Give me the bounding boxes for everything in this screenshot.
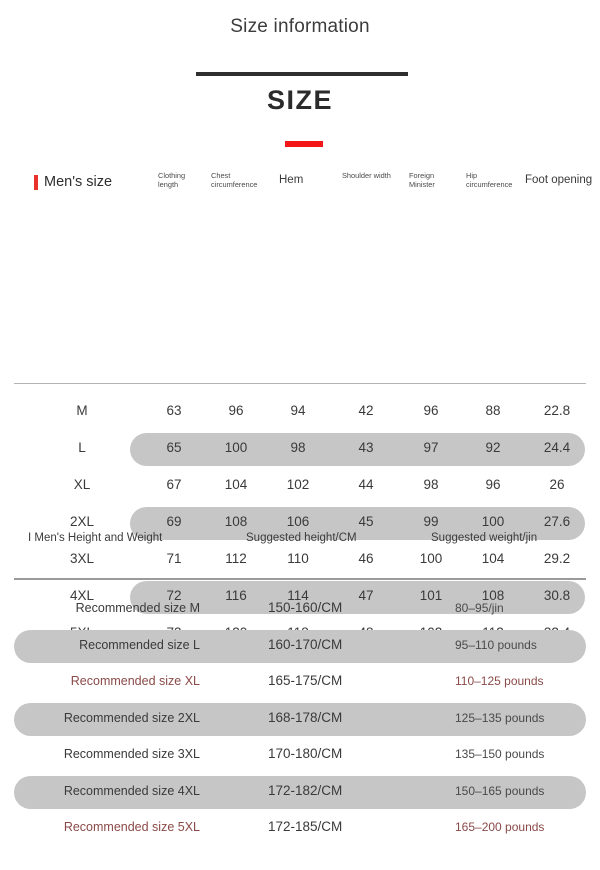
table-cell: 106 xyxy=(286,514,310,529)
size-table-header-divider xyxy=(14,383,586,384)
table-cell: 46 xyxy=(358,551,374,566)
column-header-hip-circumference: Hip circumference xyxy=(466,171,513,189)
banner-heading: SIZE xyxy=(266,85,333,115)
page-title: Size information xyxy=(230,16,370,37)
table-cell: 88 xyxy=(485,403,501,418)
table-cell: 65 xyxy=(166,440,182,455)
suggested-height-value: 168-178/CM xyxy=(268,709,343,725)
suggested-height-value: 160-170/CM xyxy=(268,636,343,652)
column-header-suggested-weight: Suggested weight/jin xyxy=(431,532,538,544)
recommended-size-label: Recommended size XL xyxy=(70,674,200,688)
table-cell: 30.8 xyxy=(543,588,571,603)
recommended-size-label: Recommended size 2XL xyxy=(63,710,200,725)
table-cell: 96 xyxy=(423,403,439,418)
row-size-label: 2XL xyxy=(69,514,95,529)
table-cell: 100 xyxy=(419,551,443,566)
row-size-label: L xyxy=(78,440,86,455)
suggested-weight-value: 125–135 pounds xyxy=(455,710,545,725)
list-item xyxy=(0,811,600,848)
table-cell: 29.2 xyxy=(543,551,571,566)
table-cell: 69 xyxy=(166,514,182,529)
suggested-weight-value: 80–95/jin xyxy=(455,601,504,615)
suggested-height-value: 170-180/CM xyxy=(268,746,343,761)
table-cell: 108 xyxy=(481,588,505,603)
list-item xyxy=(0,629,600,666)
table-cell: 72 xyxy=(166,588,182,603)
suggested-weight-value: 110–125 pounds xyxy=(455,674,544,688)
table-cell: 112 xyxy=(225,551,247,566)
size-table-header xyxy=(0,172,600,212)
recommended-size-label: Recommended size L xyxy=(79,637,200,652)
table-cell: 92 xyxy=(485,440,501,455)
suggested-weight-value: 150–165 pounds xyxy=(455,783,545,798)
recommended-size-label: Recommended size M xyxy=(75,601,200,615)
table-cell: 24.4 xyxy=(543,440,571,455)
row-size-label: 4XL xyxy=(69,588,95,603)
recommended-size-label: Recommended size 5XL xyxy=(63,820,200,834)
list-item xyxy=(0,702,600,739)
table-cell: 47 xyxy=(358,588,374,603)
suggested-height-value: 172-182/CM xyxy=(268,782,343,798)
suggested-height-value: 172-185/CM xyxy=(268,819,343,834)
column-header-suggested-height: Suggested height/CM xyxy=(246,532,357,544)
table-cell: 94 xyxy=(290,403,306,418)
list-item xyxy=(0,775,600,812)
table-row xyxy=(0,431,600,468)
column-header-shoulder-width: Shoulder width xyxy=(342,171,391,180)
fit-table-header-divider xyxy=(14,578,586,580)
list-item xyxy=(0,592,600,629)
table-cell: 99 xyxy=(423,514,439,529)
suggested-weight-value: 165–200 pounds xyxy=(455,820,545,834)
table-cell: 96 xyxy=(228,403,244,418)
table-cell: 108 xyxy=(224,514,248,529)
table-cell: 114 xyxy=(287,588,309,603)
column-header-hem: Hem xyxy=(279,174,304,186)
table-cell: 43 xyxy=(358,440,374,455)
table-cell: 100 xyxy=(481,514,505,529)
column-header-foreign-minister: Foreign Minister xyxy=(409,171,435,189)
table-cell: 45 xyxy=(358,514,374,529)
table-cell: 104 xyxy=(224,477,248,492)
table-cell: 42 xyxy=(358,403,374,418)
column-header-chest-circumference: Chest circumference xyxy=(211,171,258,189)
row-size-label: XL xyxy=(73,477,91,492)
table-cell: 63 xyxy=(166,403,182,418)
table-cell: 67 xyxy=(166,477,182,492)
table-row xyxy=(0,468,600,505)
table-cell: 22.8 xyxy=(543,403,571,418)
table-cell: 102 xyxy=(286,477,310,492)
banner-divider xyxy=(196,72,408,76)
table-cell: 116 xyxy=(225,588,247,603)
column-header-height-and-weight: I Men's Height and Weight xyxy=(28,532,163,544)
column-header-foot-opening: Foot opening xyxy=(525,174,593,186)
table-cell: 27.6 xyxy=(543,514,571,529)
table-cell: 96 xyxy=(485,477,501,492)
list-item xyxy=(0,738,600,775)
table-cell: 110 xyxy=(287,551,309,566)
suggested-height-value: 150-160/CM xyxy=(268,600,343,615)
fit-table-body xyxy=(0,592,600,848)
table-cell: 98 xyxy=(423,477,439,492)
suggested-height-value: 165-175/CM xyxy=(268,673,343,688)
suggested-weight-value: 95–110 pounds xyxy=(455,637,537,652)
recommended-size-label: Recommended size 4XL xyxy=(63,783,200,798)
row-size-label: M xyxy=(76,403,88,418)
table-row xyxy=(0,394,600,431)
size-table-row-label-header: Men's size xyxy=(44,174,113,190)
list-item xyxy=(0,665,600,702)
recommended-size-label: Recommended size 3XL xyxy=(63,747,200,761)
suggested-weight-value: 135–150 pounds xyxy=(455,747,545,761)
row-size-label: 3XL xyxy=(69,551,95,566)
banner xyxy=(0,0,600,160)
table-cell: 44 xyxy=(358,477,374,492)
column-header-clothing-length: Clothing length xyxy=(158,171,186,189)
table-cell: 100 xyxy=(224,440,248,455)
table-cell: 98 xyxy=(290,440,306,455)
table-cell: 104 xyxy=(481,551,505,566)
table-cell: 97 xyxy=(423,440,439,455)
table-cell: 71 xyxy=(166,551,182,566)
table-cell: 26 xyxy=(549,477,565,492)
fit-table-header xyxy=(0,528,600,564)
red-accent-bar-icon xyxy=(34,175,38,190)
table-cell: 101 xyxy=(419,588,443,603)
banner-accent-bar xyxy=(285,141,323,147)
